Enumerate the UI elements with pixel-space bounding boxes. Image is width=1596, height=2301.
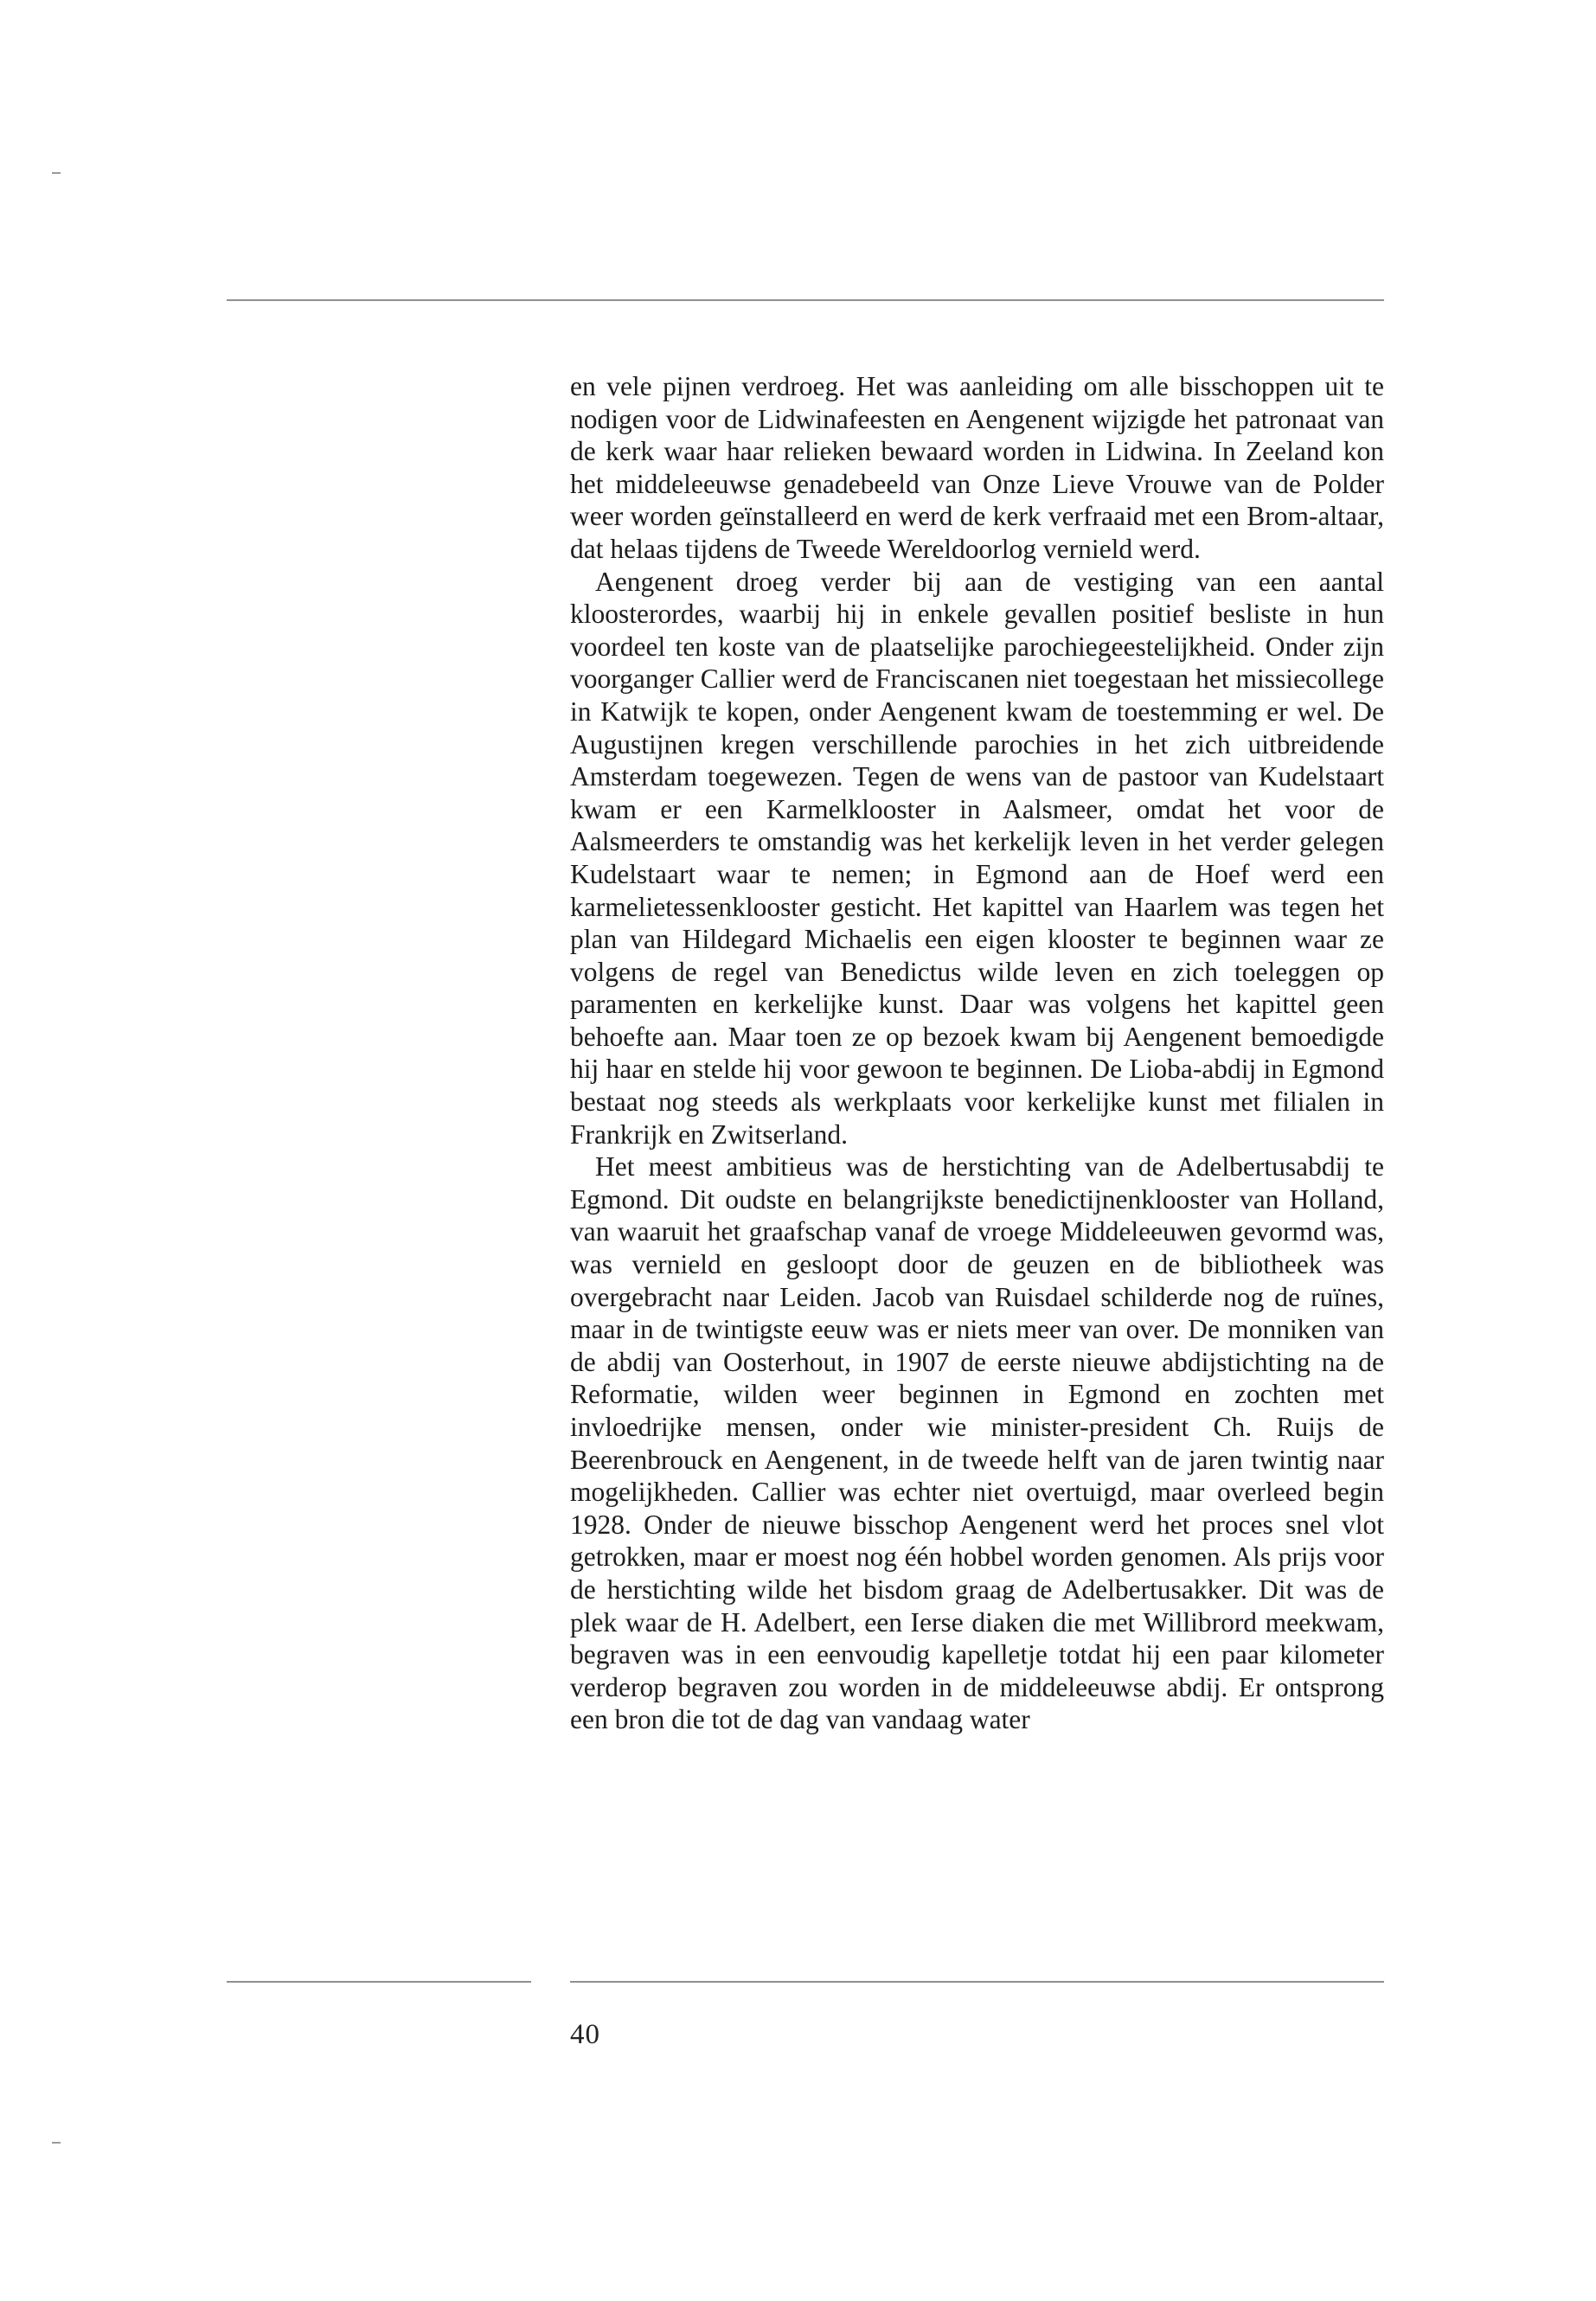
paragraph-3: Het meest ambitieus was de herstichting van de Adelbertusabdij te Egmond. Dit oudste en belangrijkste benedictijnenklooster van Holland, van waaruit het graafschap vanaf de vroege Middeleeuwen gevormd was, was vernield en gesloopt door de geuzen en de bibliotheek was overgebracht naar Leiden. Jacob van Ruisdael schilderde nog de ruïnes, maar in de twintigste eeuw was er niets meer van over. De monniken van de abdij van Oosterhout, in 1907 de eerste nieuwe abdijstichting na de Reformatie, wilden weer beginnen in Egmond en zochten met invloedrijke mensen, onder wie minister-president Ch. Ruijs de Beerenbrouck en Aengenent, in de tweede helft van de jaren twintig naar mogelijkheden. Callier was echter niet overtuigd, maar overleed begin 1928. Onder de nieuwe bisschop Aengenent werd het proces snel vlot getrokken, maar er moest nog één hobbel worden genomen. Als prijs voor de herstichting wilde het bisdom graag de Adelbertusakker. Dit was de plek waar de H. Adelbert, een Ierse diaken die met Willibrord meekwam, begraven was in een eenvoudig kapelletje totdat hij een paar kilometer verderop begraven zou worden in de middeleeuwse abdij. Er ontsprong een bron die tot de dag van vandaag water [570,1151,1384,1735]
paragraph-2: Aengenent droeg verder bij aan de vestiging van een aantal kloosterordes, waarbij hij in enkele gevallen positief besliste in hun voordeel ten koste van de plaatselijke parochiegeestelijkheid. Onder zijn voorganger Callier werd de Franciscanen niet toegestaan het missiecollege in Katwijk te kopen, onder Aengenent kwam de toestemming er wel. De Augustijnen kregen verschillende parochies in het zich uitbreidende Amsterdam toegewezen. Tegen de wens van de pastoor van Kudelstaart kwam er een Karmelklooster in Aalsmeer, omdat het voor de Aalsmeerders te omstandig was het kerkelijk leven in het verder gelegen Kudelstaart waar te nemen; in Egmond aan de Hoef werd een karmelietessenklooster gesticht. Het kapittel van Haarlem was tegen het plan van Hildegard Michaelis een eigen klooster te beginnen waar ze volgens de regel van Benedictus wilde leven en zich toeleggen op paramenten en kerkelijke kunst. Daar was volgens het kapittel geen behoefte aan. Maar toen ze op bezoek kwam bij Aengenent bemoedigde hij haar en stelde hij voor gewoon te beginnen. De Lioba-abdij in Egmond bestaat nog steeds als werkplaats voor kerkelijke kunst met filialen in Frankrijk en Zwitserland. [570,566,1384,1150]
footer-rule-left [227,1981,531,1983]
header-rule [227,299,1384,301]
body-text [570,370,1384,1736]
paragraph-1: en vele pijnen verdroeg. Het was aanleiding om alle bisschoppen uit te nodigen voor de Lidwinafeesten en Aengenent wijzigde het patronaat van de kerk waar haar relieken bewaard worden in Lidwina. In Zeeland kon het middeleeuwse genadebeeld van Onze Lieve Vrouwe van de Polder weer worden geïnstalleerd en werd de kerk verfraaid met een Brom-altaar, dat helaas tijdens de Tweede Wereldoorlog vernield werd. [570,371,1384,564]
page-number: 40 [570,2019,600,2050]
footer-rule-right [570,1981,1384,1983]
crop-mark-top-left [52,172,61,174]
crop-mark-bottom-left [52,2142,61,2144]
